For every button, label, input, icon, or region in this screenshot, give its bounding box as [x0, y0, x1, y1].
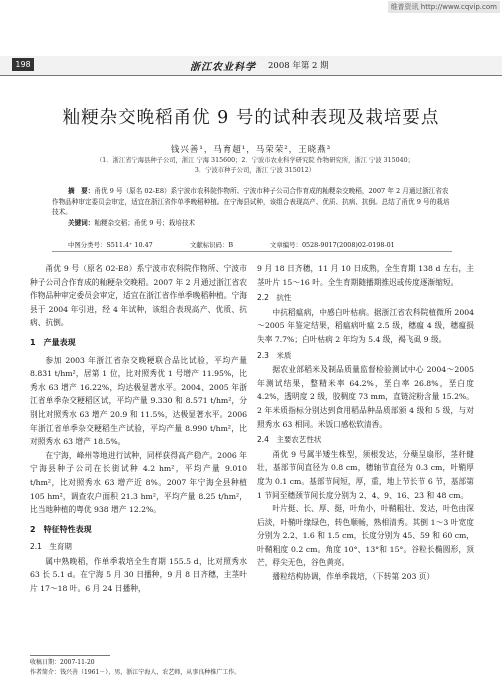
- subsection-heading: 2.1 生育期: [30, 542, 72, 552]
- received-date: 收稿日期：2007-11-20: [30, 659, 95, 666]
- body-paragraph: 甬优 9 号属半矮生株型，须根发达，分蘖呈扇形，茎秆健壮，基部节间直径为 0.8 cm，穗轴节直径为 0.3 cm，叶鞘厚度为 0.1 cm。基部节间短，厚，重，地上节长节 6 节，基部第 1 节间至穗颈节间长度分别为 2、4、9、16、23 和 48 cm。: [257, 449, 474, 500]
- article-title: 籼粳杂交晚稻甬优 9 号的试种表现及栽培要点: [62, 108, 440, 128]
- journal-name: 浙江农业科学: [190, 62, 256, 73]
- body-paragraph: 中抗稻瘟病，中感白叶枯病。据浙江省农科院植微所 2004～2005 年鉴定结果，稻瘟病叶瘟 2.5 级，穗瘟 4 级，穗瘟损失率 7.7%；白叶枯病 2 年均为 5.4 级，褐飞虱 9 级。: [257, 307, 474, 344]
- keywords-label: 关键词：: [68, 218, 95, 227]
- authors: 钱兴善¹，马育超¹，马荣荣²，王晓燕³: [170, 145, 332, 155]
- watermark: 维普资讯 http://www.cqvip.com: [388, 1, 500, 13]
- article-number: 文章编号：0528-9017(2008)02-0198-01: [270, 241, 395, 249]
- body-paragraph: 属中熟晚稻，作单季栽培全生育期 155.5 d，比对照秀水 63 长 5.1 d。在宁海 5 月 30 日播种，9 月 8 日齐穗，主茎叶片 17～18 叶。6 月 24 日播种，: [30, 556, 247, 594]
- left-column: [30, 262, 247, 596]
- footnote-rule: [30, 655, 110, 656]
- body-paragraph: 播粒结构协调，作单季栽培，（下转第 203 页）: [272, 572, 435, 582]
- body-paragraph: 据农业部稻米及制品质量监督检验测试中心 2004～2005 年测试结果，整精米率 64.2%，垩白率 26.8%，垩白度 4.2%，透明度 2 级，胶稠度 73 mm，直链淀粉含量 15.2%。2 年米质指标分别达到食用稻品种品质部颁 4 级和 5 级，与对照秀水 63 相同。米饭口感松软清香。: [257, 365, 474, 429]
- affiliation-line: （1．浙江省宁海县种子公司，浙江 宁海 315600；2．宁波市农业科学研究院 作物研究所，浙江 宁波 315040；: [96, 157, 414, 164]
- body-paragraph: 叶片挺、长、厚、挺，叶角小，叶鞘粗壮、发达，叶色由深后淡，叶鞘叶缘绿色，转色顺畅，熟相清秀。其倒 1～3 叶宽度分别为 2.2、1.6 和 1.5 cm，长度分别为 45、59 和 60 cm，叶鞘粗度 0.2 cm。角度 10°、13°和 15°。谷粒长椭圆形，顶芒，稃尖无色，谷色黄亮。: [257, 504, 474, 568]
- abstract-block: [52, 186, 452, 228]
- abstract-text: 甬优 9 号（原名 02-E8）系宁波市农科院作物所、宁波市种子公司合作育成的籼粳杂交晚稻，2007 年 2 月通过浙江省农作物品种审定委员会审定，适宜在浙江省作单季晚稻种植。在宁海县试种，该组合表现高产、优质、抗病、抗倒。总结了甬优 9 号的栽培技术。: [52, 187, 450, 216]
- clc-number: 中图分类号：S511.4⁺ 10.47: [68, 241, 153, 249]
- header-rule: [0, 75, 502, 76]
- section-heading: 2 特征特性表现: [30, 524, 92, 534]
- affiliation-line: 3．宁波市种子公司，浙江 宁波 315012）: [194, 167, 316, 174]
- keywords-text: 籼粳杂交稻；甬优 9 号；栽培技术: [94, 218, 196, 227]
- subsection-heading: 2.3 米质: [257, 350, 292, 360]
- subsection-heading: 2.2 抗性: [257, 293, 292, 303]
- abstract-rule: [52, 251, 452, 252]
- keywords: [52, 218, 452, 229]
- affiliations: [40, 156, 470, 176]
- body-paragraph: 参加 2003 年浙江省杂交晚粳联合品比试验，平均产量 8.831 t/hm²，居第 1 位，比对照秀优 1 号增产 11.95%，比秀水 63 增产 16.22%，均达极显著水平。2004、2005 年浙江省单季杂交粳稻区试，平均产量 9.330 和 8.571 t/hm²，分别比对照秀水 63 增产 20.9 和 11.5%，达极显著水平。2006 年浙江省单季杂交粳稻生产试验，平均产量 8.990 t/hm²，比对照秀水 63 增产 18.5%。: [30, 355, 247, 447]
- section-heading: 1 产量表现: [30, 337, 76, 347]
- issue-label: 2008 年第 2 期: [268, 61, 329, 71]
- intro-paragraph: 甬优 9 号（原名 02-E8）系宁波市农科院作物所、宁波市种子公司合作育成的籼粳杂交晚稻。2007 年 2 月通过浙江省农作物品种审定委员会审定，适宜在浙江省作单季晚稻种植。宁海县于 2004 年引进，经 4 年试种，该组合表现高产、优质、抗病、抗倒。: [30, 264, 247, 328]
- document-code: 文献标识码：B: [190, 241, 234, 249]
- abstract: [52, 186, 452, 218]
- subsection-heading: 2.4 主要农艺性状: [257, 435, 322, 445]
- right-column: [257, 262, 474, 584]
- body-paragraph: 在宁海，峰州等地进行试种，同样获得高产稳产。2006 年宁海县种子公司在长街试种 4.2 hm²，平均产量 9.010 t/hm²，比对照秀水 63 增产近 8%。2007 年宁海全县种植 105 hm²，调查农户面积 21.3 hm²，平均产量 8.25 t/hm²，比当地种植的粤优 938 增产 12.2%。: [30, 450, 247, 515]
- body-paragraph: 9 月 18 日齐穗，11 月 10 日成熟，全生育期 138 d 左右，主茎叶片 15～16 叶。全生育期随播期推迟或传度逐渐缩短。: [257, 264, 474, 287]
- author-bio: 作者简介：钱兴善（1961－），男，浙江宁海人，农艺师，从事良种推广工作。: [30, 669, 241, 676]
- abstract-label: 摘 要：: [68, 187, 95, 195]
- page-number: 198: [12, 58, 34, 71]
